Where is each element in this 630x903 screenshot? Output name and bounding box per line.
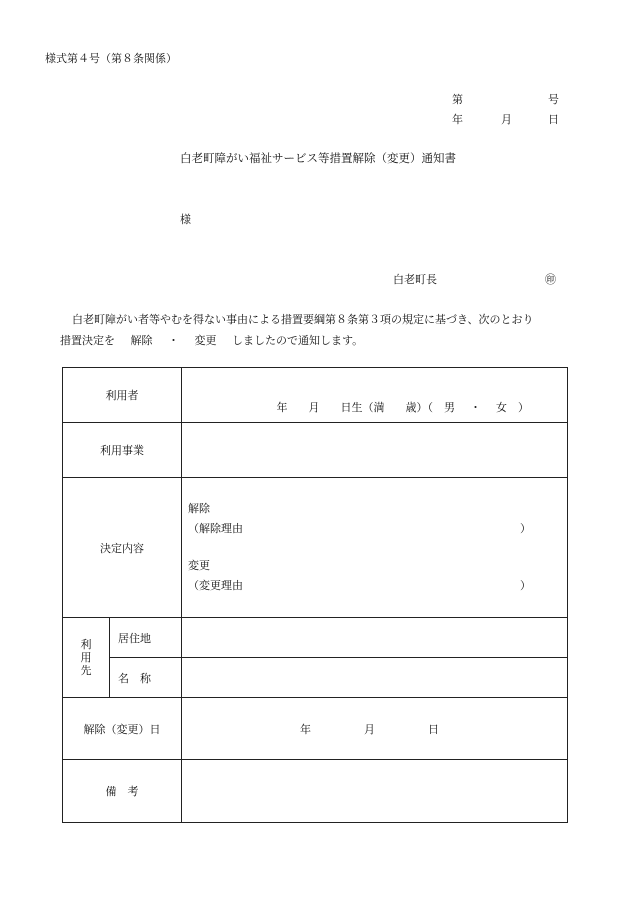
sex-female: 女 <box>496 401 507 414</box>
service-label-cell <box>63 423 182 478</box>
body-line-2-suffix: しましたので通知します。 <box>232 334 364 347</box>
cancel-date-label: 解除（変更）日 <box>83 722 161 736</box>
table-row <box>63 368 568 423</box>
remarks-label-cell <box>63 760 182 823</box>
sex-dot: ・ <box>470 401 481 414</box>
body-line-1: 白老町障がい者等やむを得ない事由による措置要綱第８条第３項の規定に基づき、次のとおり <box>72 313 534 326</box>
document-title: 白老町障がい福祉サービス等措置解除（変更）通知書 <box>180 151 456 165</box>
cancel-date-day: 日 <box>428 722 439 736</box>
service-value-cell <box>182 423 568 478</box>
table-row <box>63 478 568 618</box>
notice-table <box>62 367 568 823</box>
destination-char-3: 先 <box>80 664 92 677</box>
issue-day: 日 <box>548 113 559 126</box>
birth-day-age: 日生（満 <box>340 401 385 414</box>
user-label-cell <box>63 368 182 423</box>
residence-value-cell <box>182 618 568 658</box>
residence-label-cell <box>110 618 182 658</box>
change-label: 変更 <box>188 559 210 572</box>
user-label: 利用者 <box>105 389 139 402</box>
document-number-line <box>452 91 559 107</box>
user-birth-cell <box>182 368 568 423</box>
cancel-date-month: 月 <box>364 722 375 736</box>
cancel-date-year: 年 <box>300 722 311 736</box>
sex-close: ） <box>518 401 529 414</box>
name-label-cell <box>110 658 182 698</box>
issue-date-line <box>452 111 559 127</box>
table-row <box>63 698 568 760</box>
cancel-reason-label: （解除理由 <box>188 522 243 535</box>
change-reason-label: （変更理由 <box>188 579 243 592</box>
birth-month: 月 <box>308 401 320 414</box>
name-value-cell <box>182 658 568 698</box>
option-cancel: 解除 <box>130 334 153 347</box>
option-dot: ・ <box>168 334 179 347</box>
service-label: 利用事業 <box>100 444 144 457</box>
destination-char-1: 利 <box>80 638 92 651</box>
seal-mark: ㊞ <box>545 273 556 286</box>
destination-char-2: 用 <box>80 651 92 664</box>
form-number: 様式第４号（第８条関係） <box>45 52 177 65</box>
sex-male: 男 <box>444 401 455 414</box>
name-label: 名 称 <box>118 671 151 685</box>
cancel-date-label-cell <box>63 698 182 760</box>
sender-name: 白老町長 <box>393 273 437 286</box>
residence-label: 居住地 <box>118 631 151 645</box>
number-suffix: 号 <box>548 93 559 106</box>
option-change: 変更 <box>194 334 217 347</box>
destination-label-cell <box>63 618 110 698</box>
decision-label-cell <box>63 478 182 618</box>
table-row <box>63 618 568 658</box>
table-row <box>63 658 568 698</box>
body-line-2-prefix: 措置決定を <box>60 334 115 347</box>
table-row <box>63 423 568 478</box>
birth-year: 年 <box>276 401 288 414</box>
decision-content-cell <box>182 478 568 618</box>
cancel-reason-close: ） <box>520 522 531 535</box>
birth-age: 歳）（ <box>405 401 433 414</box>
cancel-date-value-cell <box>182 698 568 760</box>
change-reason-close: ） <box>520 579 531 592</box>
addressee-honorific: 様 <box>180 213 191 226</box>
remarks-label: 備 考 <box>105 785 139 798</box>
cancel-label: 解除 <box>188 502 210 515</box>
notice-body <box>60 309 570 351</box>
decision-label: 決定内容 <box>100 541 144 555</box>
issue-year: 年 <box>452 113 463 126</box>
number-prefix: 第 <box>452 93 463 106</box>
remarks-value-cell <box>182 760 568 823</box>
issue-month: 月 <box>501 113 512 126</box>
table-row <box>63 760 568 823</box>
